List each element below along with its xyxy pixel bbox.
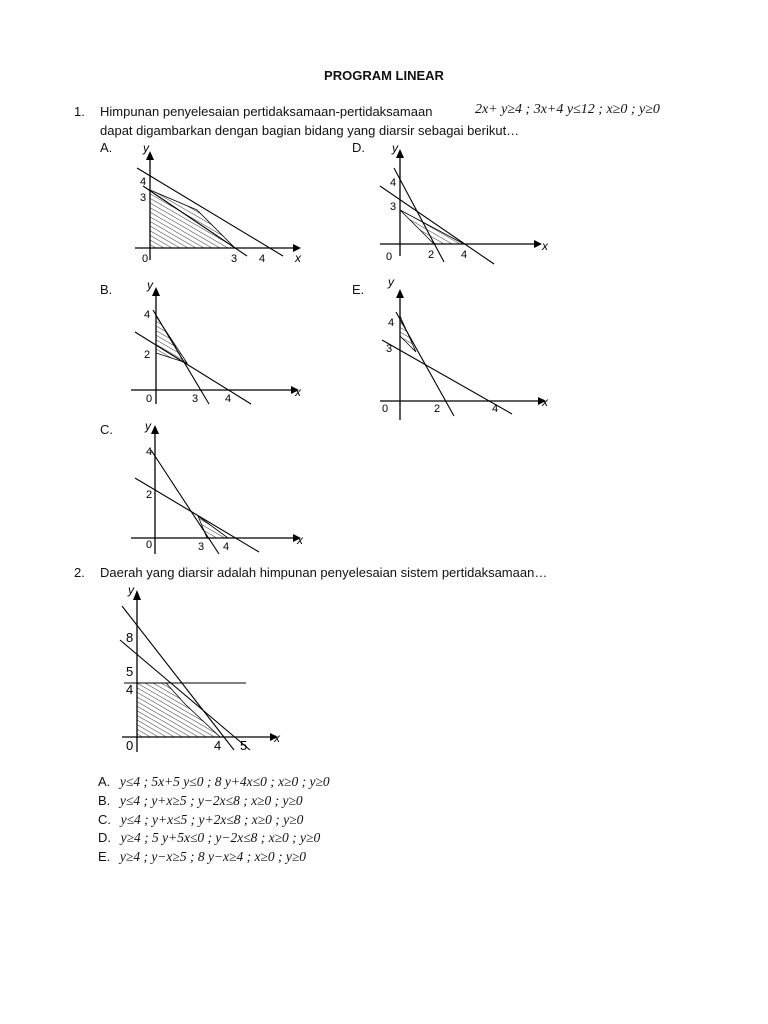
option-c-label: C. [98,812,111,827]
graph-c-shaded-region [198,516,228,538]
option-b [98,793,303,809]
option-c [98,812,303,828]
graph-a-tick-y4: 4 [140,176,147,188]
graph-q2-tick-y4: 4 [126,682,134,697]
graph-q2-y-label: y [128,583,134,597]
question-1-math: 2x+ y≥4 ; 3x+4 y≤12 ; x≥0 ; y≥0 [475,102,660,117]
graph-d-line-2 [394,168,444,262]
graph-a-tick-x3: 3 [231,253,238,265]
graph-c-label: C. [100,422,113,437]
graph-d [372,138,562,268]
graph-b-tick-y2: 2 [144,349,151,361]
graph-q2-tick-y8: 8 [126,630,134,645]
graph-b-label: B. [100,282,113,297]
page-title: PROGRAM LINEAR [324,68,444,83]
graph-c-tick-y2: 2 [146,489,153,501]
option-c-text: y≤4 ; y+x≤5 ; y+2x≤8 ; x≥0 ; y≥0 [120,812,304,827]
graph-q2-tick-y5: 5 [126,664,134,679]
graph-d-tick-y4: 4 [390,177,397,189]
question-2-text: Daerah yang diarsir adalah himpunan penyelesaian sistem pertidaksamaan… [100,565,548,580]
graph-e-tick-x2: 2 [434,403,441,415]
graph-e-tick-x4: 4 [492,403,499,415]
graph-d-line-1 [380,186,494,264]
question-1-number: 1. [74,104,85,119]
graph-e-origin: 0 [382,403,389,415]
graph-q2-tick-x5: 5 [240,738,248,753]
graph-d-x-label: x [542,239,548,253]
graph-b-origin: 0 [146,393,153,405]
graph-c-line-1 [135,478,259,552]
graph-q2-origin: 0 [126,738,134,753]
graph-d-x-arrow [534,240,542,248]
graph-e-label: E. [352,282,365,297]
graph-b-y-label: y [147,278,153,292]
graph-d-tick-x4: 4 [461,249,468,261]
option-a-text: y≤4 ; 5x+5 y≤0 ; 8 y+4x≤0 ; x≥0 ; y≥0 [119,774,330,789]
question-1-text-line2: dapat digambarkan dengan bagian bidang yang diarsir sebagai berikut… [100,123,520,138]
graph-b [125,276,315,408]
graph-e-y-arrow [396,289,404,298]
graph-q2-x-label: x [274,731,280,745]
option-a-label: A. [98,774,111,789]
option-e-text: y≥4 ; y−x≥5 ; 8 y−x≥4 ; x≥0 ; y≥0 [119,849,306,864]
graph-b-tick-x4: 4 [225,393,232,405]
graph-a-x-label: x [295,251,301,265]
option-b-label: B. [98,793,111,808]
graph-c-y-arrow [151,425,159,434]
graph-c-tick-x4: 4 [223,541,230,553]
graph-a [125,138,315,268]
graph-c [125,416,315,556]
graph-c-x-label: x [297,533,303,547]
option-a [98,774,330,790]
graph-q2-y-arrow [133,590,141,600]
graph-a-tick-y3: 3 [140,192,147,204]
graph-d-y-label: y [392,141,398,155]
graph-a-y-label: y [143,141,149,155]
graph-e-tick-y3: 3 [386,343,393,355]
question-2-number: 2. [74,565,85,580]
graph-c-y-label: y [145,419,151,433]
option-d [98,830,320,846]
graph-c-origin: 0 [146,539,153,551]
graph-a-label: A. [100,140,113,155]
graph-e [372,270,562,420]
graph-q2-shaded-region [137,683,220,737]
option-b-text: y≤4 ; y+x≥5 ; y−2x≤8 ; x≥0 ; y≥0 [119,793,303,808]
graph-b-tick-x3: 3 [192,393,199,405]
graph-d-origin: 0 [386,251,393,263]
graph-a-tick-x4: 4 [259,253,266,265]
graph-e-tick-y4: 4 [388,317,395,329]
option-d-text: y≥4 ; 5 y+5x≤0 ; y−2x≤8 ; x≥0 ; y≥0 [120,830,321,845]
graph-e-x-label: x [542,395,548,409]
option-d-label: D. [98,830,111,845]
graph-q2 [110,580,300,755]
question-1-text: Himpunan penyelesaian pertidaksamaan-pertidaksamaan [100,104,433,119]
graph-b-tick-y4: 4 [144,309,151,321]
graph-d-label: D. [352,140,365,155]
graph-b-x-label: x [295,385,301,399]
graph-e-y-label: y [388,275,394,289]
graph-c-tick-x3: 3 [198,541,205,553]
graph-a-origin: 0 [142,253,149,265]
graph-b-y-arrow [152,287,160,296]
option-e [98,849,306,865]
graph-d-tick-x2: 2 [428,249,435,261]
graph-d-tick-y3: 3 [390,201,397,213]
option-e-label: E. [98,849,111,864]
graph-q2-tick-x4: 4 [214,738,222,753]
graph-c-tick-y4: 4 [146,446,153,458]
